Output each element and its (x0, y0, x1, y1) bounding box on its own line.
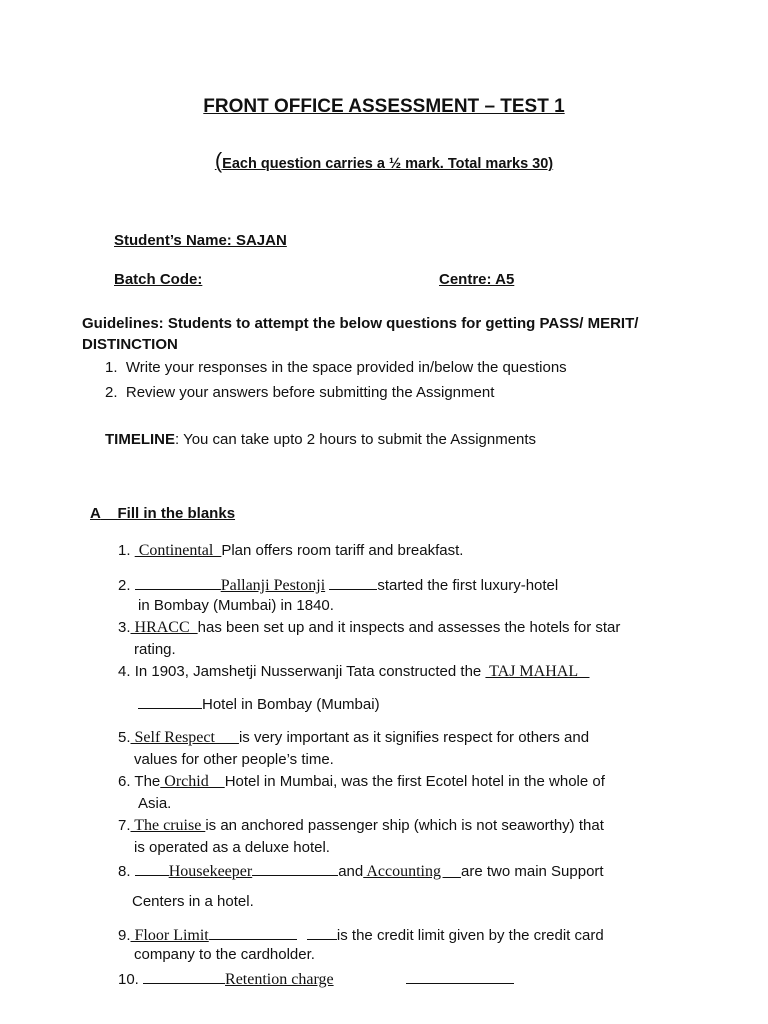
question-number: 3. (118, 619, 131, 636)
blank-line (307, 925, 337, 940)
centre: Centre: A5 (439, 271, 515, 288)
question-text: In 1903, Jamshetji Nusserwanji Tata constructed the (134, 663, 482, 680)
question-mid: and (338, 863, 364, 880)
marks-note-text: Each question carries a ½ mark. Total marks 30) (222, 156, 554, 172)
blank-line (406, 969, 514, 984)
answer-10[interactable]: Retention charge (225, 971, 334, 988)
guidelines-heading-cont: DISTINCTION (82, 336, 178, 353)
answer-5[interactable]: Self Respect (130, 729, 239, 746)
question-number: 8. (118, 863, 131, 880)
guideline-text: Review your answers before submitting the Assignment (125, 384, 495, 401)
question-number: 4. (118, 663, 131, 680)
question-text: are two main Support (461, 863, 604, 880)
question-number: 7. (118, 817, 131, 834)
blank-line (252, 861, 338, 876)
question-2-cont: in Bombay (Mumbai) in 1840. (138, 597, 334, 614)
question-4 (118, 663, 590, 681)
question-text: Hotel in Mumbai, was the first Ecotel hotel in the whole of (224, 773, 605, 790)
question-pre: The (134, 773, 161, 790)
question-text: Hotel in Bombay (Mumbai) (202, 696, 380, 713)
question-7-cont: is operated as a deluxe hotel. (134, 839, 330, 856)
question-6-cont: Asia. (138, 795, 172, 812)
question-6 (118, 773, 605, 791)
blank-line (135, 861, 169, 876)
question-number: 2. (118, 577, 131, 594)
section-letter: A (90, 505, 101, 522)
question-4-cont (138, 694, 380, 713)
question-5 (118, 729, 589, 747)
question-7 (118, 817, 604, 835)
answer-2[interactable]: Pallanji Pestonji (220, 577, 326, 594)
question-3 (118, 619, 620, 637)
question-5-cont: values for other people’s time. (134, 751, 334, 768)
question-text: Plan offers room tariff and breakfast. (221, 542, 464, 559)
answer-7[interactable]: The cruise (130, 817, 206, 834)
question-9 (118, 925, 604, 945)
question-text: started the first luxury-hotel (377, 577, 559, 594)
timeline-label: TIMELINE (105, 431, 175, 448)
blank-line (135, 575, 221, 590)
question-2 (118, 575, 558, 595)
question-8-cont: Centers in a hotel. (132, 893, 254, 910)
answer-8b[interactable]: Accounting (363, 863, 461, 880)
question-text: is the credit limit given by the credit card (336, 927, 604, 944)
question-number: 9. (118, 927, 131, 944)
answer-8a[interactable]: Housekeeper (168, 863, 253, 880)
guideline-text: Write your responses in the space provided in/below the questions (125, 359, 567, 376)
question-number: 1. (118, 542, 131, 559)
timeline (105, 431, 536, 448)
blank-line (138, 694, 202, 709)
blank-line (209, 925, 297, 940)
blank-line (329, 575, 377, 590)
question-text: has been set up and it inspects and assesses the hotels for star (197, 619, 621, 636)
question-number: 10. (118, 971, 139, 988)
batch-code: Batch Code: (114, 271, 203, 288)
student-name: Student’s Name: SAJAN (114, 232, 287, 249)
guidelines-heading: Guidelines: Students to attempt the below questions for getting PASS/ MERIT/ (82, 315, 639, 332)
answer-9[interactable]: Floor Limit (130, 927, 209, 944)
blank-line (143, 969, 225, 984)
answer-4[interactable]: TAJ MAHAL (485, 663, 590, 680)
timeline-text: : You can take upto 2 hours to submit the Assignments (175, 431, 537, 448)
question-3-cont: rating. (134, 641, 176, 658)
question-number: 6. (118, 773, 131, 790)
answer-3[interactable]: HRACC (130, 619, 198, 636)
marks-note-paren: ( (214, 148, 223, 173)
section-a-heading (90, 505, 235, 522)
guideline-item (105, 359, 567, 376)
question-9-cont: company to the cardholder. (134, 946, 315, 963)
guideline-number: 2. (105, 384, 118, 401)
question-text: is very important as it signifies respect for others and (238, 729, 590, 746)
section-title: Fill in the blanks (117, 505, 236, 522)
guideline-number: 1. (105, 359, 118, 376)
marks-note (0, 148, 768, 174)
answer-6[interactable]: Orchid (160, 773, 225, 790)
page-title: FRONT OFFICE ASSESSMENT – TEST 1 (203, 96, 565, 117)
guideline-item (105, 384, 494, 401)
question-number: 5. (118, 729, 131, 746)
answer-1[interactable]: Continental (134, 542, 222, 559)
question-1 (118, 542, 463, 560)
question-10 (118, 969, 514, 989)
question-text: is an anchored passenger ship (which is not seaworthy) that (205, 817, 604, 834)
question-8 (118, 861, 604, 881)
